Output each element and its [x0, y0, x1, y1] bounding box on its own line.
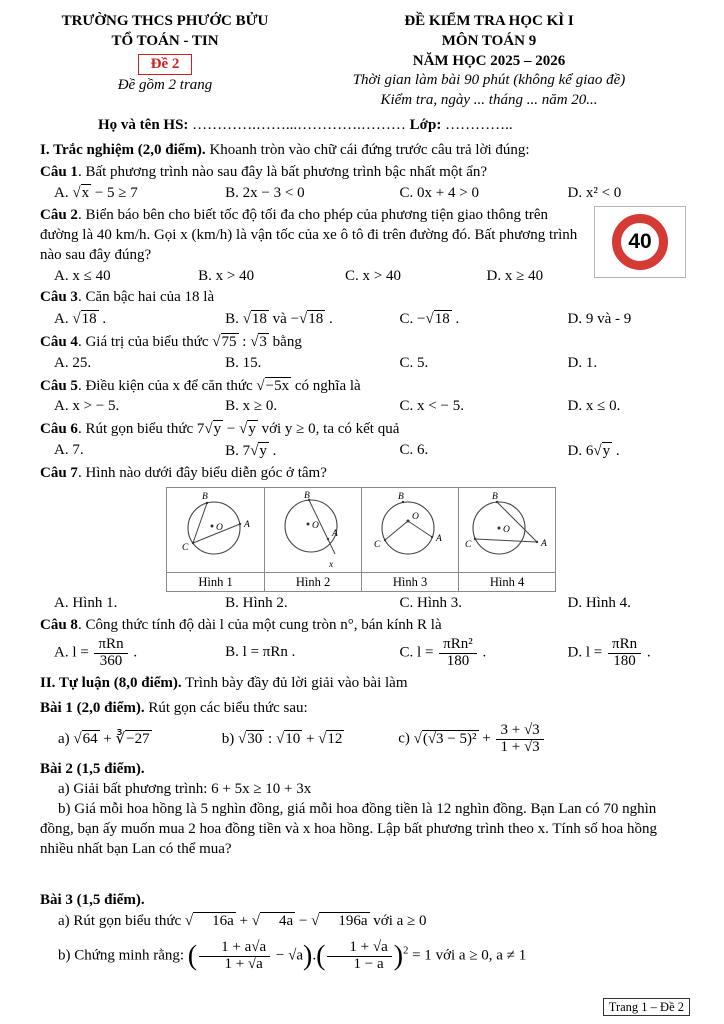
question-7-label: Câu 7 — [40, 464, 78, 481]
class-label: Lớp: — [409, 116, 442, 133]
option-b-suffix: . — [268, 442, 277, 459]
option-b-suffix: . — [325, 311, 333, 328]
center-dot — [307, 522, 310, 525]
point-label-b: B — [492, 491, 498, 502]
option-a: A. x > − 5. — [54, 398, 120, 415]
option-a — [54, 183, 225, 204]
figure-2-caption: Hình 2 — [265, 572, 361, 592]
question-1 — [40, 163, 688, 205]
radical-icon: √ — [413, 730, 422, 747]
question-5-text-row — [40, 376, 688, 397]
name-blank: ………….……...………….……… — [188, 116, 410, 133]
radicand: 18 — [308, 311, 324, 328]
fraction — [439, 637, 477, 670]
question-5-text: . Điều kiện của x để căn thức — [77, 377, 257, 394]
option-a-prefix: A. — [54, 311, 73, 328]
option-a-suffix: . — [98, 311, 107, 328]
circle-outline — [285, 500, 337, 552]
point-label-b: B — [304, 490, 310, 501]
equals-one: = 1 — [408, 947, 432, 964]
speed-limit-value: 40 — [628, 230, 652, 254]
fraction — [608, 637, 641, 670]
school-name: TRƯỜNG THCS PHƯỚC BỬU — [61, 13, 269, 29]
school-year: NĂM HỌC 2025 – 2026 — [412, 52, 566, 69]
center-label-o: O — [503, 524, 510, 535]
option-b: B. x ≥ 0. — [225, 398, 278, 415]
equation: l = — [585, 644, 606, 661]
question-1-text-row — [40, 163, 688, 183]
header — [40, 12, 688, 111]
radical-icon: √ — [318, 730, 327, 747]
radicand: 18 — [81, 311, 97, 328]
radicand: 196a — [319, 912, 369, 930]
problem-3-label: Bài 3 (1,5 điểm). — [40, 892, 145, 909]
option-c — [400, 637, 568, 670]
option-a: A. x ≤ 40 — [54, 267, 111, 284]
operator: + — [235, 913, 252, 930]
radicand: y — [259, 442, 267, 459]
option-c-suffix: . — [451, 311, 460, 328]
radical-icon: √ — [250, 333, 259, 350]
problem-3-item-b — [40, 940, 688, 973]
figure-1-drawing — [168, 488, 264, 572]
radical-icon: √ — [250, 442, 259, 459]
sqrt-expression — [252, 913, 295, 929]
item-label: a) Rút gọn biểu thức — [58, 913, 185, 930]
problem-1-heading — [40, 699, 688, 719]
radicand: y — [213, 421, 222, 438]
radicand: 18 — [434, 311, 450, 328]
option-a-suffix: − 5 ≥ 7 — [91, 185, 138, 202]
question-6-text-row — [40, 419, 688, 440]
class-blank: ………….. — [441, 116, 513, 133]
department: TỔ TOÁN - TIN — [111, 32, 219, 49]
sqrt-expression — [256, 378, 291, 394]
question-2-text-row — [40, 206, 588, 265]
question-4-options — [54, 354, 688, 374]
sqrt-expression — [73, 731, 99, 747]
question-3-text-row — [40, 288, 688, 308]
question-4-text-row — [40, 332, 688, 353]
radicand: 10 — [285, 730, 301, 747]
question-7-text: . Hình nào dưới đây biểu diễn góc ở tâm? — [77, 464, 327, 481]
section2-intro: Trình bày đầy đủ lời giải vào bài làm — [181, 675, 408, 692]
header-left — [40, 12, 290, 111]
expression-c — [398, 723, 546, 756]
radical-icon: √ — [73, 730, 82, 747]
open-paren: ( — [316, 940, 326, 972]
point-dot — [191, 541, 193, 543]
point-dot — [474, 537, 476, 539]
section2-heading — [40, 674, 688, 694]
denominator: 180 — [613, 652, 636, 669]
section2-title: II. Tự luận (8,0 điểm). — [40, 675, 182, 692]
item-label: a) — [58, 730, 74, 747]
close-paren: ) — [393, 940, 404, 972]
exponent: 2 — [403, 945, 409, 957]
condition: với a ≥ 0 — [369, 913, 427, 930]
operator: − — [295, 913, 312, 930]
figure-table — [166, 487, 556, 593]
problem-3 — [40, 891, 688, 972]
radius-line — [408, 521, 432, 537]
option-d: D. x² < 0 — [567, 184, 622, 201]
expression-b — [222, 729, 398, 750]
question-2-label: Câu 2 — [40, 207, 78, 224]
speed-limit-ring — [612, 214, 668, 270]
item-label: b) Chứng minh rằng: — [58, 947, 188, 964]
option-b-prefix: B. — [225, 311, 243, 328]
question-1-options — [54, 183, 688, 204]
sqrt-expression — [204, 421, 223, 437]
sqrt-expression — [243, 311, 269, 327]
radicand: y — [602, 442, 611, 459]
problem-1-items — [58, 723, 688, 756]
condition: với a ≥ 0, a ≠ 1 — [431, 947, 527, 964]
header-right — [290, 12, 688, 111]
question-7-text-row — [40, 464, 688, 484]
figure-4-caption: Hình 4 — [459, 572, 555, 592]
radical-icon: √ — [425, 311, 434, 328]
option-d — [568, 637, 688, 670]
section1-title: I. Trắc nghiệm (2,0 điểm). — [40, 141, 206, 158]
question-6-label: Câu 6 — [40, 421, 78, 438]
option-b: B. l = πRn . — [225, 644, 296, 661]
problem-1-intro: Rút gọn các biểu thức sau: — [144, 700, 308, 717]
option-c: C. x > 40 — [345, 267, 401, 284]
option-b-prefix: B. 7 — [225, 442, 251, 459]
numerator: 1 + a√a — [199, 940, 270, 957]
sqrt-expression — [185, 913, 236, 929]
option-c: C. 0x + 4 > 0 — [399, 184, 479, 201]
option-a: A. 25. — [54, 354, 92, 371]
radicand: −27 — [126, 730, 150, 747]
option-d: D. Hình 4. — [567, 595, 631, 612]
radical-icon: √ — [299, 311, 308, 328]
question-8-text-row — [40, 616, 688, 636]
question-5-label: Câu 5 — [40, 377, 78, 394]
option-a — [54, 637, 225, 670]
question-3-options — [54, 309, 688, 330]
question-6-suffix: với y ≥ 0, ta có kết quả — [257, 421, 400, 438]
point-label-a: A — [332, 528, 338, 539]
question-8-text: . Công thức tính độ dài l của một cung tròn n°, bán kính R là — [77, 617, 442, 634]
question-2-body — [40, 206, 588, 286]
sqrt-expression — [276, 731, 302, 747]
option-b: B. 15. — [225, 354, 262, 371]
denominator: 1 + √3 — [500, 738, 540, 755]
problem-1-label: Bài 1 (2,0 điểm). — [40, 700, 145, 717]
option-a-prefix: A. — [54, 185, 73, 202]
option-a: A. 7. — [54, 442, 84, 459]
radical-icon: √ — [239, 421, 248, 438]
option-d — [568, 441, 688, 462]
radicand: −5x — [265, 377, 290, 394]
radicand: (√3 − 5)² — [422, 730, 477, 747]
point-dot — [205, 501, 207, 503]
question-4-label: Câu 4 — [40, 333, 78, 350]
circle-outline — [382, 502, 434, 554]
option-d-suffix: . — [612, 442, 620, 459]
option-d: D. x ≥ 40 — [486, 267, 544, 284]
option-b: B. 2x − 3 < 0 — [225, 184, 305, 201]
fraction — [327, 940, 391, 973]
point-dot — [431, 535, 433, 537]
fraction — [496, 723, 543, 756]
figure-4-drawing — [459, 488, 555, 572]
expression-a — [58, 729, 222, 750]
equation: l = — [417, 644, 438, 661]
option-c: C. x < − 5. — [399, 398, 464, 415]
center-dot — [210, 524, 213, 527]
option-c-prefix: C. — [399, 644, 418, 661]
option-b-mid: và − — [268, 311, 300, 328]
question-4 — [40, 332, 688, 374]
radical-icon: √ — [593, 442, 602, 459]
point-dot — [536, 540, 538, 542]
option-a-prefix: A. — [54, 644, 73, 661]
secant-line — [497, 502, 537, 542]
problem-2 — [40, 760, 688, 859]
radicand: 64 — [82, 730, 98, 747]
question-7-options — [54, 594, 688, 614]
radical-icon: √ — [256, 377, 265, 394]
denominator: 1 + √a — [224, 955, 263, 972]
question-5-options — [54, 397, 688, 417]
point-label-c: C — [181, 542, 188, 553]
sqrt-expression — [250, 334, 269, 350]
multiplication-dot: . — [312, 947, 317, 964]
question-2 — [40, 206, 688, 286]
option-b: B. Hình 2. — [225, 595, 288, 612]
subject: MÔN TOÁN 9 — [441, 32, 537, 49]
question-2-options — [54, 267, 588, 287]
figure-1-caption: Hình 1 — [167, 572, 264, 592]
operator: − √a — [272, 947, 303, 964]
question-4-mid: : — [238, 333, 251, 350]
chord-line — [193, 503, 207, 543]
radical-icon: √ — [72, 311, 81, 328]
cube-root-icon: ∛ — [115, 730, 126, 747]
radical-icon: √ — [204, 421, 213, 438]
fraction — [199, 940, 270, 973]
question-6-text: . Rút gọn biểu thức 7 — [77, 421, 205, 438]
sqrt-expression — [239, 421, 258, 437]
equation: l = — [72, 644, 93, 661]
option-c: C. Hình 3. — [399, 595, 463, 612]
radicand: 16a — [193, 912, 236, 930]
option-d: D. 1. — [567, 354, 598, 371]
figure-4 — [458, 488, 555, 592]
point-dot — [238, 522, 240, 524]
option-a-suffix: . — [129, 644, 138, 661]
problem-2-item-b: b) Giá mỗi hoa hồng là 5 nghìn đồng, giá mỗi hoa đồng tiền là 12 nghìn đồng. Bạn Lan có 70 nghìn đồng, bạn ấy muốn mua 2 hoa đồng tiền và x hoa hồng. Lập bất phương trình theo x. Tính số hoa hồng nhiều nhất bạn Lan có thể mua? — [40, 801, 657, 857]
item-label: c) — [398, 730, 414, 747]
question-7 — [40, 464, 688, 614]
radicand: 12 — [327, 730, 343, 747]
sqrt-expression — [318, 731, 344, 747]
speed-limit-sign — [594, 206, 686, 278]
point-label-c: C — [465, 539, 472, 550]
page-footer: Trang 1 – Đề 2 — [603, 998, 690, 1017]
sqrt-expression — [250, 443, 269, 459]
option-a: A. Hình 1. — [54, 595, 118, 612]
option-c: C. 5. — [399, 354, 429, 371]
problem-2-label: Bài 2 (1,5 điểm). — [40, 761, 145, 778]
cbrt-expression — [116, 731, 152, 747]
figure-2-drawing — [265, 488, 361, 572]
radicand: 75 — [221, 333, 237, 350]
problem-3-item-a — [40, 911, 688, 932]
radical-icon: √ — [184, 913, 194, 930]
operator: + — [99, 730, 116, 747]
numerator: πRn — [608, 637, 641, 654]
sqrt-expression — [414, 731, 479, 747]
question-3-label: Câu 3 — [40, 289, 78, 306]
variant-badge: Đề 2 — [138, 54, 193, 76]
sqrt-expression — [72, 311, 98, 327]
radicand: 30 — [247, 730, 263, 747]
sqrt-expression — [72, 185, 91, 201]
option-d: D. 9 và - 9 — [567, 310, 632, 327]
point-dot — [327, 537, 329, 539]
point-label-a: A — [541, 538, 547, 549]
figure-3-drawing — [362, 488, 458, 572]
question-6-mid: − — [223, 421, 240, 438]
question-1-text: . Bất phương trình nào sau đây là bất phương trình bậc nhất một ẩn? — [77, 163, 488, 180]
figure-3 — [361, 488, 458, 592]
sqrt-expression — [212, 334, 238, 350]
point-label-c: C — [374, 539, 381, 550]
radical-icon: √ — [275, 730, 285, 747]
center-label-o: O — [412, 511, 419, 522]
problem-1 — [40, 699, 688, 755]
center-label-o: O — [312, 520, 319, 531]
question-8-label: Câu 8 — [40, 617, 78, 634]
question-1-label: Câu 1 — [40, 163, 78, 180]
operator: + — [478, 730, 495, 747]
option-c-prefix: C. − — [399, 311, 426, 328]
question-2-text: . Biển báo bên cho biết tốc độ tối đa cho phép của phương tiện giao thông trên đường là 40 km/h. Gọi x (km/h) là vận tốc của xe ô tô đi trên đường đó. Bất phương trình nào sau đây đúng? — [40, 207, 578, 263]
question-6 — [40, 419, 688, 462]
name-label: Họ và tên HS: — [98, 116, 189, 133]
option-b: B. x > 40 — [198, 267, 255, 284]
sqrt-expression — [425, 311, 451, 327]
radicand: y — [248, 421, 256, 438]
point-label-a: A — [436, 533, 442, 544]
radical-icon: √ — [212, 333, 221, 350]
radicand: 4a — [260, 912, 295, 930]
numerator: 1 + √a — [327, 940, 391, 957]
item-label: b) — [221, 730, 239, 747]
radicand: x — [81, 185, 90, 202]
exam-title: ĐỀ KIỂM TRA HỌC KÌ I — [404, 13, 574, 29]
close-paren: ) — [303, 940, 313, 972]
operator: + — [302, 730, 319, 747]
option-d-prefix: D. 6 — [567, 442, 594, 459]
radicand: 18 — [251, 311, 267, 328]
option-c — [400, 309, 568, 330]
center-dot — [498, 526, 501, 529]
question-8 — [40, 616, 688, 669]
duration-note: Thời gian làm bài 90 phút (không kể giao đề) — [352, 72, 626, 89]
denominator: 1 − a — [353, 955, 384, 972]
radical-icon: √ — [251, 913, 260, 930]
question-5 — [40, 376, 688, 418]
open-paren: ( — [187, 940, 198, 972]
sqrt-expression — [238, 731, 264, 747]
circle-outline — [188, 502, 240, 554]
fraction — [94, 637, 127, 670]
variant-row — [40, 52, 290, 77]
radical-icon: √ — [72, 185, 81, 202]
secant-line — [475, 539, 537, 542]
option-c-suffix: . — [478, 644, 487, 661]
figure-1 — [167, 488, 264, 592]
numerator: πRn² — [439, 637, 477, 654]
option-d-suffix: . — [643, 644, 651, 661]
question-4-text: . Giá trị của biểu thức — [77, 333, 213, 350]
option-b — [225, 309, 399, 330]
option-a — [54, 309, 225, 330]
option-b — [225, 441, 399, 462]
sqrt-expression — [593, 443, 612, 459]
figure-3-caption: Hình 3 — [362, 572, 458, 592]
question-6-options — [54, 441, 688, 462]
question-3 — [40, 288, 688, 330]
radical-icon: √ — [242, 311, 251, 328]
point-label-b: B — [201, 491, 208, 502]
point-label-a: A — [243, 519, 250, 530]
question-5-suffix: có nghĩa là — [291, 377, 361, 394]
question-4-suffix: bằng — [268, 333, 302, 350]
student-name-line — [98, 116, 688, 136]
denominator: 360 — [99, 652, 123, 669]
numerator: 3 + √3 — [496, 723, 543, 740]
date-line: Kiểm tra, ngày ... tháng ... năm 20... — [380, 92, 598, 109]
center-label-o: O — [215, 522, 223, 533]
option-d-prefix: D. — [567, 644, 586, 661]
numerator: πRn — [94, 637, 127, 654]
radical-icon: √ — [238, 730, 247, 747]
point-label-x: x — [329, 559, 334, 570]
sqrt-expression — [299, 311, 325, 327]
radical-icon: √ — [311, 913, 320, 930]
problem-2-item-a: a) Giải bất phương trình: 6 + 5x ≥ 10 + 3x — [58, 781, 312, 798]
denominator: 180 — [446, 652, 470, 669]
section1-heading — [40, 141, 688, 161]
section1-intro: Khoanh tròn vào chữ cái đứng trước câu trả lời đúng: — [205, 141, 530, 158]
radicand: 3 — [259, 333, 267, 350]
radius-line — [385, 521, 408, 540]
option-d: D. x ≤ 0. — [567, 398, 621, 415]
option-c: C. 6. — [399, 442, 429, 459]
question-3-text: . Căn bậc hai của 18 là — [77, 289, 215, 306]
point-dot — [384, 538, 386, 540]
pages-note: Đề gồm 2 trang — [117, 77, 213, 94]
question-8-options — [54, 637, 688, 670]
operator: : — [264, 730, 276, 747]
figure-2 — [264, 488, 361, 592]
sqrt-expression — [311, 913, 369, 929]
point-label-b: B — [398, 491, 404, 502]
